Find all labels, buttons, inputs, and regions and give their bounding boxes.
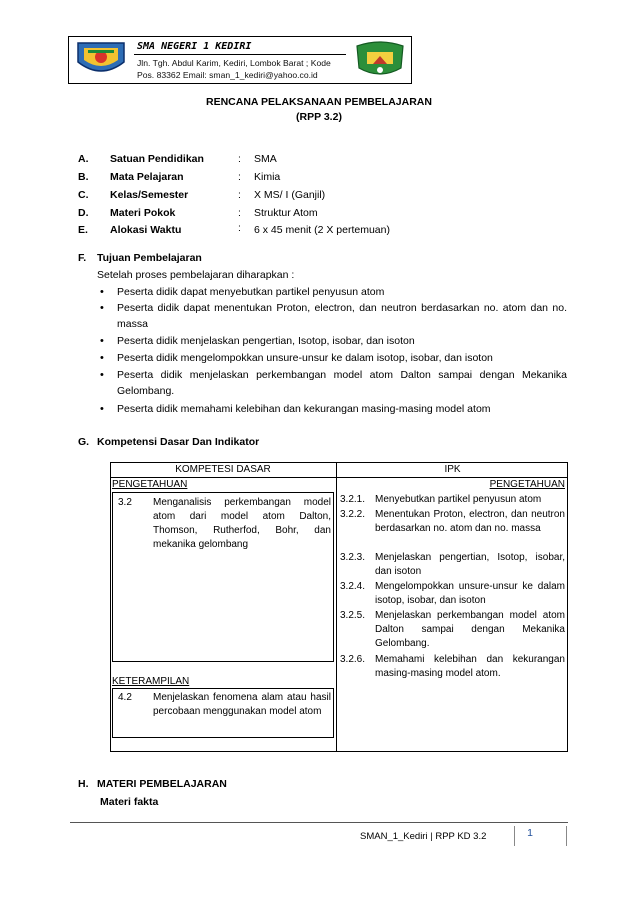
identity-value: X MS/ I (Ganjil) bbox=[254, 189, 326, 201]
identity-value: 6 x 45 menit (2 X pertemuan) bbox=[254, 224, 390, 236]
identity-letter: C. bbox=[78, 189, 89, 201]
ipk-number: 3.2.6. bbox=[340, 654, 366, 665]
section-f-heading: Tujuan Pembelajaran bbox=[97, 252, 202, 264]
ipk-text: Menjelaskan perkembangan model atom Dalton sampai dengan Mekanika Gelombang. bbox=[375, 610, 565, 649]
identity-value: Struktur Atom bbox=[254, 207, 318, 219]
identity-colon: : bbox=[238, 207, 241, 219]
ipk-number: 3.2.4. bbox=[340, 581, 366, 592]
footer-rule bbox=[70, 822, 568, 823]
ipk-text: Menjelaskan pengertian, Isotop, isobar, dan isoton bbox=[375, 552, 565, 577]
ipk-number: 3.2.3. bbox=[340, 552, 366, 563]
kd-keterampilan-number: 4.2 bbox=[118, 692, 132, 703]
ipk-number: 3.2.2. bbox=[340, 509, 366, 520]
kd-table-header-divider bbox=[110, 477, 568, 478]
section-g-heading: Kompetensi Dasar Dan Indikator bbox=[97, 436, 260, 448]
section-h-heading: MATERI PEMBELAJARAN bbox=[97, 778, 227, 790]
objective-item: • Peserta didik dapat menentukan Proton, electron, dan neutron berdasarkan no. atom dan no. massa bbox=[117, 300, 567, 332]
pengetahuan-label: PENGETAHUAN bbox=[112, 479, 188, 490]
ipk-text: Memahami kelebihan dan kekurangan masing-masing model atom. bbox=[375, 654, 565, 679]
identity-colon: : bbox=[238, 171, 241, 183]
objective-item: • Peserta didik mengelompokkan unsure-unsur ke dalam isotop, isobar, dan isoton bbox=[117, 350, 567, 366]
identity-value: Kimia bbox=[254, 171, 281, 183]
ipk-number: 3.2.1. bbox=[340, 494, 366, 505]
identity-label: Mata Pelajaran bbox=[110, 171, 184, 183]
address-line-2: Pos. 83362 Email: sman_1_kediri@yahoo.co.id bbox=[137, 70, 318, 80]
identity-label: Materi Pokok bbox=[110, 207, 176, 219]
ipk-number: 3.2.5. bbox=[340, 610, 366, 621]
identity-letter: E. bbox=[78, 224, 88, 236]
identity-value: SMA bbox=[254, 153, 277, 165]
objective-item: • Peserta didik menjelaskan pengertian, Isotop, isobar, dan isoton bbox=[117, 333, 567, 349]
identity-label: Satuan Pendidikan bbox=[110, 153, 204, 165]
keterampilan-label: KETERAMPILAN bbox=[112, 676, 190, 687]
section-g-letter: G. bbox=[78, 436, 90, 448]
section-h-subheading: Materi fakta bbox=[100, 796, 159, 808]
footer-divider bbox=[514, 826, 515, 846]
school-emblem-icon bbox=[353, 40, 407, 78]
section-f-letter: F. bbox=[78, 252, 87, 264]
regional-emblem-icon bbox=[74, 40, 128, 78]
identity-letter: D. bbox=[78, 207, 89, 219]
kd-table-column-divider bbox=[336, 462, 337, 752]
address-line-1: Jln. Tgh. Abdul Karim, Kediri, Lombok Barat ; Kode bbox=[137, 58, 331, 68]
ipk-text: Mengelompokkan unsure-unsur ke dalam isotop, isobar, dan isoton bbox=[375, 581, 565, 606]
section-h-letter: H. bbox=[78, 778, 89, 790]
objective-item: • Peserta didik dapat menyebutkan partikel penyusun atom bbox=[117, 284, 567, 300]
footer-divider bbox=[566, 826, 567, 846]
kd-keterampilan-text: Menjelaskan fenomena alam atau hasil percobaan menggunakan model atom bbox=[153, 692, 331, 717]
section-f-intro: Setelah proses pembelajaran diharapkan : bbox=[97, 269, 295, 281]
identity-label: Alokasi Waktu bbox=[110, 224, 182, 236]
school-name: SMA NEGERI 1 KEDIRI bbox=[137, 41, 252, 52]
objective-item: • Peserta didik menjelaskan perkembangan model atom Dalton sampai dengan Mekanika Gelombang. bbox=[117, 367, 567, 399]
ipk-pengetahuan-label: PENGETAHUAN bbox=[489, 479, 565, 490]
kd-pengetahuan-number: 3.2 bbox=[118, 497, 132, 508]
kd-column-header: KOMPETESI DASAR bbox=[175, 464, 271, 475]
identity-label: Kelas/Semester bbox=[110, 189, 189, 201]
identity-colon: : bbox=[238, 189, 241, 201]
identity-letter: A. bbox=[78, 153, 89, 165]
page-number: 1 bbox=[527, 827, 533, 839]
document-subtitle: (RPP 3.2) bbox=[296, 111, 342, 123]
letterhead-divider bbox=[134, 54, 346, 55]
ipk-text: Menyebutkan partikel penyusun atom bbox=[375, 494, 542, 505]
ipk-column-header: IPK bbox=[444, 464, 461, 475]
identity-letter: B. bbox=[78, 171, 89, 183]
identity-colon: : bbox=[238, 222, 241, 234]
objective-item: • Peserta didik memahami kelebihan dan kekurangan masing-masing model atom bbox=[117, 401, 567, 417]
ipk-text: Menentukan Proton, electron, dan neutron berdasarkan no. atom dan no. massa bbox=[375, 509, 565, 534]
document-title: RENCANA PELAKSANAAN PEMBELAJARAN bbox=[206, 96, 432, 108]
identity-colon: : bbox=[238, 153, 241, 165]
kd-pengetahuan-text: Menganalisis perkembangan model atom dari model atom Dalton, Thomson, Rutherfod, Bohr, dan mekanika gelombang bbox=[153, 497, 331, 550]
footer-label: SMAN_1_Kediri | RPP KD 3.2 bbox=[360, 831, 487, 842]
